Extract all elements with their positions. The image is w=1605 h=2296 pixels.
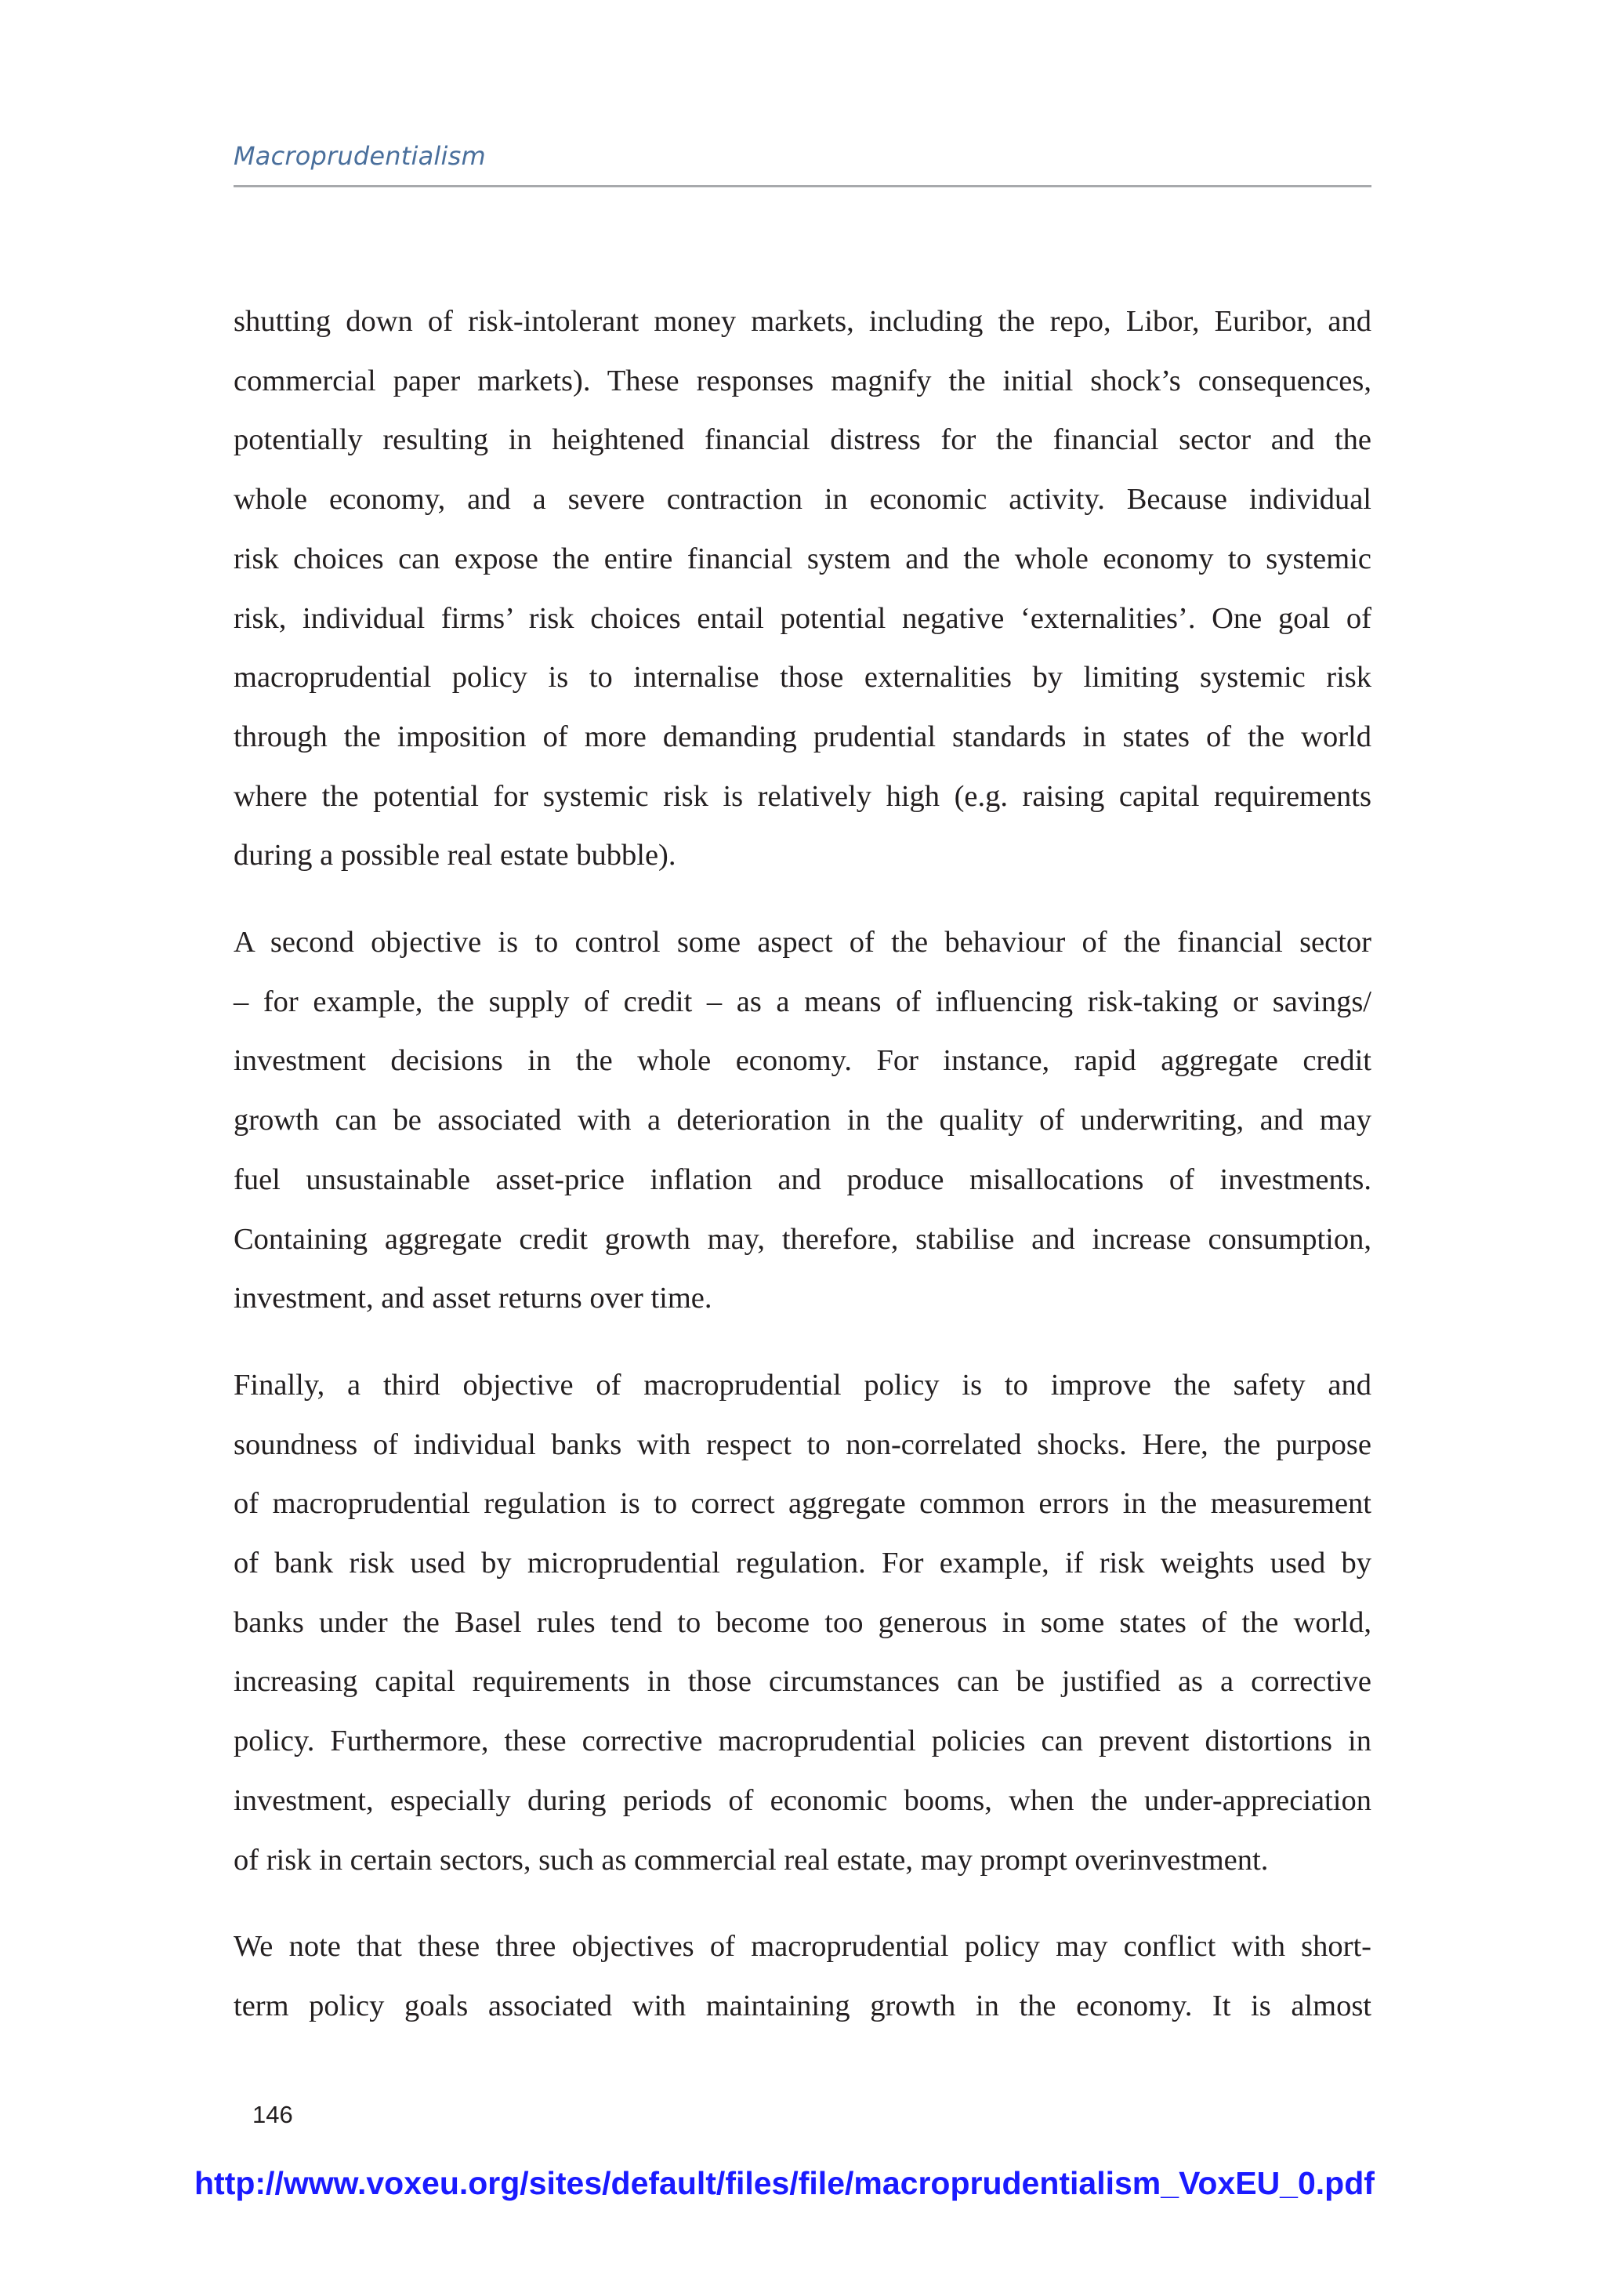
text-line: of macroprudential regulation is to correct aggregate common errors in the measurement	[234, 1487, 1371, 1521]
header-divider	[234, 185, 1371, 187]
text-line: investment, and asset returns over time.	[234, 1282, 712, 1315]
paragraph-3	[234, 1356, 1371, 1890]
text-line: growth can be associated with a deterioration in the quality of underwriting, and may	[234, 1104, 1371, 1137]
text-line: – for example, the supply of credit – as a means of influencing risk-taking or savings/	[234, 985, 1371, 1018]
text-line: investment, especially during periods of economic booms, when the under-appreciation	[234, 1783, 1371, 1817]
text-line: policy. Furthermore, these corrective macroprudential policies can prevent distortions in	[234, 1725, 1371, 1758]
text-line: risk, individual firms’ risk choices entail potential negative ‘externalities’. One goal of	[234, 601, 1371, 635]
text-line: increasing capital requirements in those circumstances can be justified as a corrective	[234, 1665, 1371, 1699]
source-url-link[interactable]: http://www.voxeu.org/sites/default/files/file/macroprudentialism_VoxEU_0.pdf	[194, 2165, 1375, 2201]
text-line: A second objective is to control some aspect of the behaviour of the financial sector	[234, 926, 1371, 959]
paragraph-4	[234, 1917, 1371, 2036]
running-header-title: Macroprudentialism	[234, 141, 486, 171]
text-line: commercial paper markets). These responses magnify the initial shock’s consequences,	[234, 364, 1371, 397]
text-line: of bank risk used by microprudential regulation. For example, if risk weights used by	[234, 1547, 1371, 1580]
paragraph-2	[234, 913, 1371, 1329]
text-line: during a possible real estate bubble).	[234, 839, 676, 872]
text-line: Finally, a third objective of macroprudential policy is to improve the safety and	[234, 1368, 1371, 1402]
text-line: Containing aggregate credit growth may, therefore, stabilise and increase consumption,	[234, 1222, 1371, 1256]
body-text	[234, 292, 1371, 2064]
text-line: where the potential for systemic risk is relatively high (e.g. raising capital requirements	[234, 779, 1371, 813]
text-line: through the imposition of more demanding prudential standards in states of the world	[234, 720, 1371, 753]
text-line: soundness of individual banks with respect to non-correlated shocks. Here, the purpose	[234, 1427, 1371, 1461]
text-line: term policy goals associated with maintaining growth in the economy. It is almost	[234, 1989, 1371, 2022]
text-line: risk choices can expose the entire financial system and the whole economy to systemic	[234, 542, 1371, 575]
text-line: potentially resulting in heightened financial distress for the financial sector and the	[234, 423, 1371, 457]
text-line: fuel unsustainable asset-price inflation and produce misallocations of investments.	[234, 1163, 1371, 1196]
text-line: We note that these three objectives of macroprudential policy may conflict with short-	[234, 1930, 1371, 1964]
text-line: banks under the Basel rules tend to become too generous in some states of the world,	[234, 1605, 1371, 1639]
page-number: 146	[252, 2101, 293, 2128]
paragraph-1	[234, 292, 1371, 886]
text-line: whole economy, and a severe contraction in economic activity. Because individual	[234, 483, 1371, 517]
text-line: shutting down of risk-intolerant money markets, including the repo, Libor, Euribor, and	[234, 305, 1371, 338]
text-line: investment decisions in the whole economy. For instance, rapid aggregate credit	[234, 1044, 1371, 1078]
text-line: of risk in certain sectors, such as commercial real estate, may prompt overinvestment.	[234, 1843, 1269, 1877]
text-line: macroprudential policy is to internalise those externalities by limiting systemic risk	[234, 661, 1371, 695]
